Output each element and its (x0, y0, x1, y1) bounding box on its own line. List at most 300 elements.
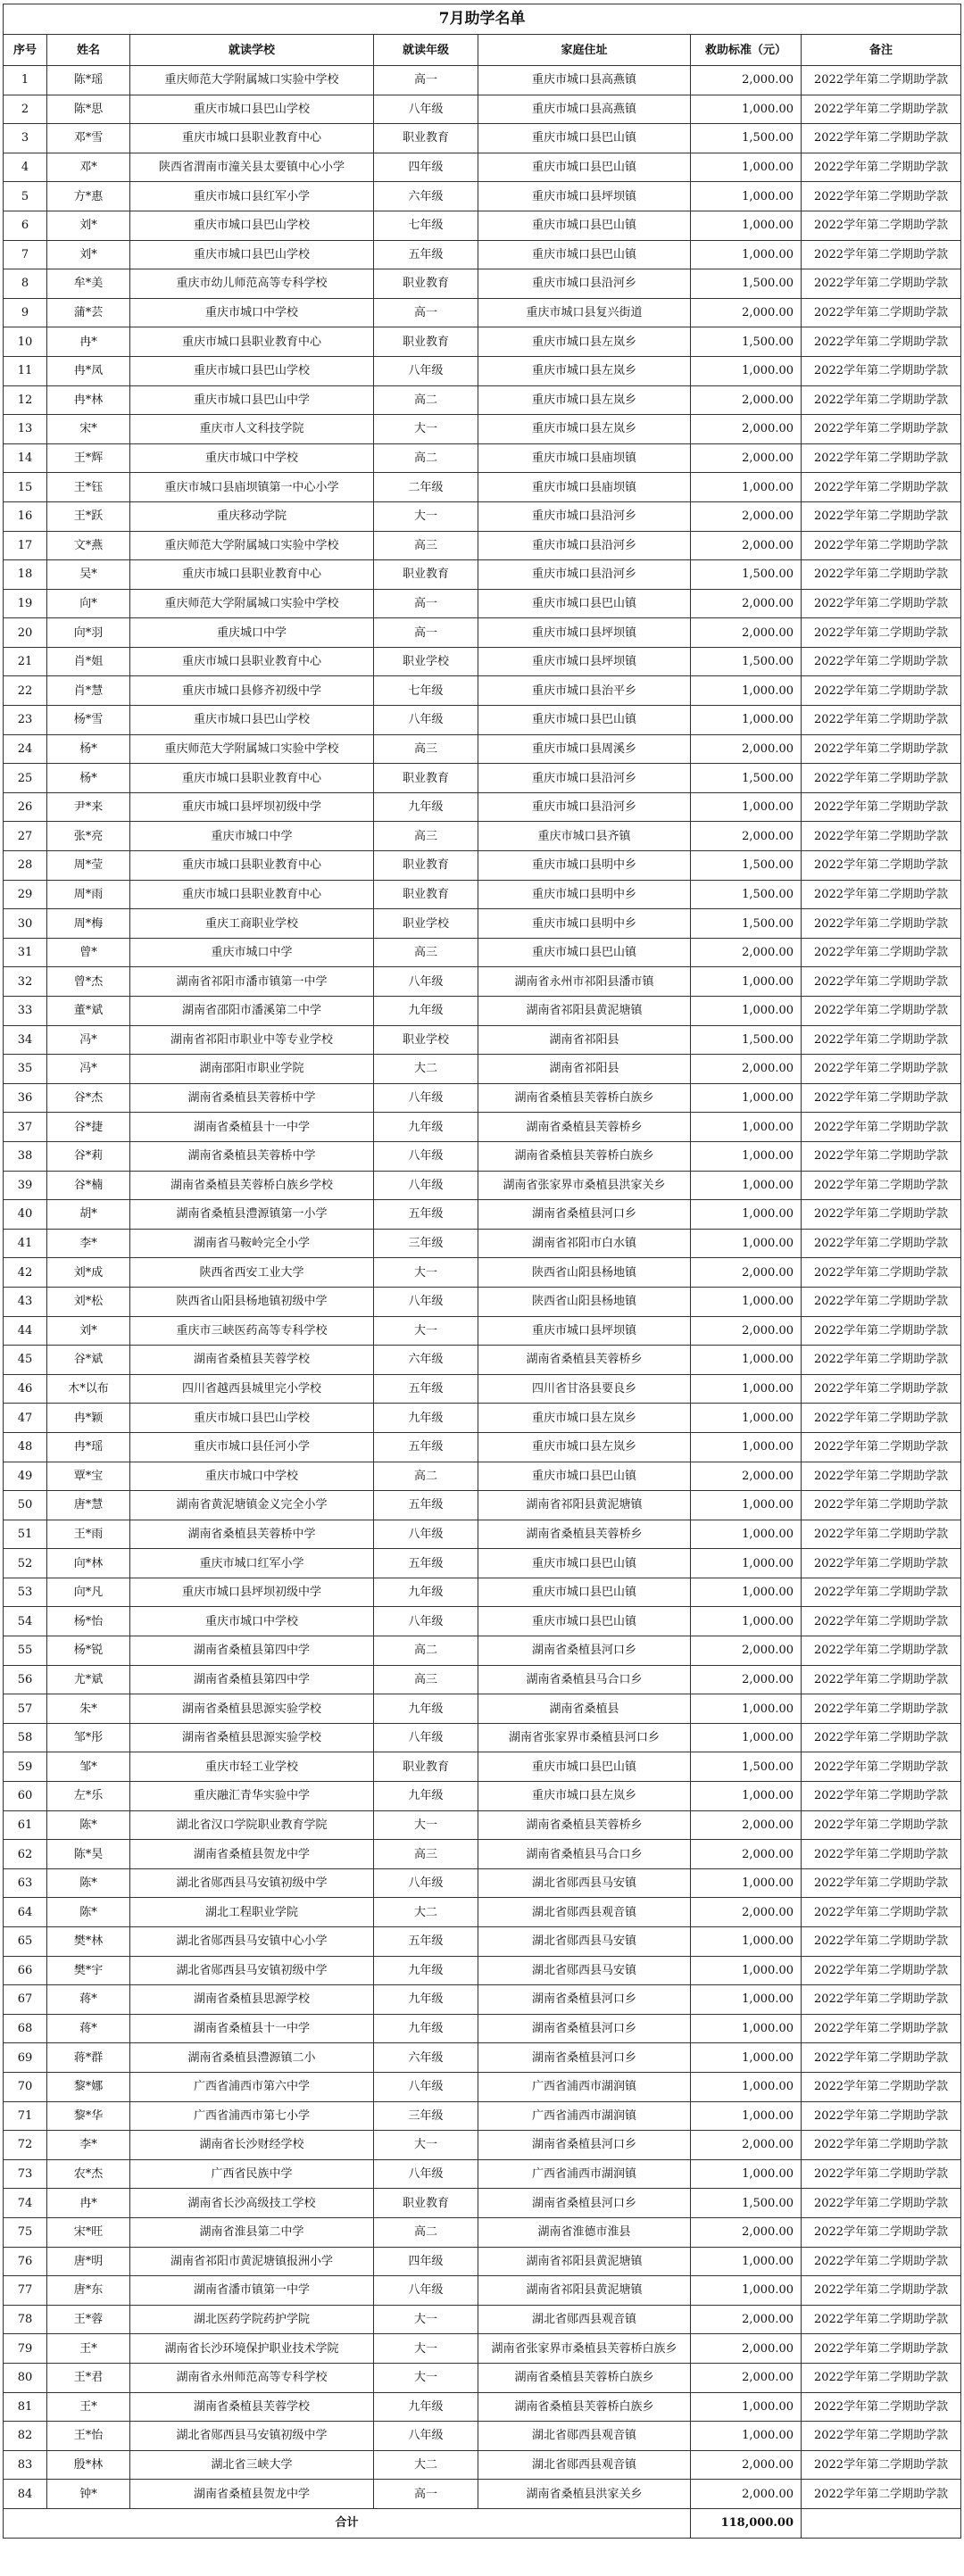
row-index: 40 (4, 1200, 47, 1230)
student-name: 刘* (47, 240, 130, 269)
aid-amount: 1,000.00 (691, 1985, 802, 2015)
grade: 八年级 (374, 356, 478, 385)
table-row (4, 880, 961, 909)
row-index: 68 (4, 2014, 47, 2043)
home-address: 重庆市城口县巴山镇 (478, 124, 691, 153)
remark: 2022学年第二学期助学款 (802, 1840, 961, 1869)
row-index: 33 (4, 997, 47, 1026)
student-name: 王*雨 (47, 1520, 130, 1549)
grade: 高一 (374, 618, 478, 648)
table-row (4, 1782, 961, 1811)
home-address: 湖南省桑植县河口乡 (478, 2014, 691, 2043)
grade: 五年级 (374, 1549, 478, 1578)
student-name: 蒲*芸 (47, 298, 130, 327)
aid-amount: 2,000.00 (691, 415, 802, 444)
aid-amount: 2,000.00 (691, 822, 802, 851)
row-index: 84 (4, 2480, 47, 2509)
grade: 大一 (374, 1316, 478, 1346)
aid-amount: 2,000.00 (691, 1810, 802, 1840)
school-name: 广西省浦西市第六中学 (130, 2072, 374, 2101)
student-name: 肖*姐 (47, 647, 130, 676)
remark: 2022学年第二学期助学款 (802, 211, 961, 240)
school-name: 陕西省渭南市潼关县太要镇中心小学 (130, 153, 374, 182)
aid-amount: 2,000.00 (691, 1636, 802, 1666)
student-name: 陈* (47, 1868, 130, 1898)
remark: 2022学年第二学期助学款 (802, 967, 961, 997)
table-row (4, 531, 961, 560)
school-name: 重庆市城口县巴山学校 (130, 706, 374, 735)
table-row (4, 501, 961, 531)
grade: 职业教育 (374, 560, 478, 590)
student-name: 木*以布 (47, 1374, 130, 1404)
home-address: 湖北省郧西县观音镇 (478, 2422, 691, 2451)
grade: 大一 (374, 1810, 478, 1840)
remark: 2022学年第二学期助学款 (802, 2392, 961, 2422)
row-index: 9 (4, 298, 47, 327)
table-row (4, 1840, 961, 1869)
row-index: 1 (4, 66, 47, 95)
aid-amount: 2,000.00 (691, 2334, 802, 2364)
grade: 九年级 (374, 1113, 478, 1142)
remark: 2022学年第二学期助学款 (802, 2276, 961, 2306)
student-name: 邓*雪 (47, 124, 130, 153)
table-row (4, 1374, 961, 1404)
table-row (4, 1520, 961, 1549)
aid-amount: 1,000.00 (691, 1578, 802, 1607)
school-name: 湖北省郧西县马安镇中心小学 (130, 1927, 374, 1957)
student-name: 王*怡 (47, 2422, 130, 2451)
row-index: 21 (4, 647, 47, 676)
aid-amount: 1,500.00 (691, 2189, 802, 2218)
grade: 九年级 (374, 1578, 478, 1607)
school-name: 重庆市城口中学校 (130, 1462, 374, 1491)
aid-amount: 2,000.00 (691, 589, 802, 618)
grade: 五年级 (374, 240, 478, 269)
table-row (4, 2276, 961, 2306)
header-remark: 备注 (802, 35, 961, 66)
row-index: 7 (4, 240, 47, 269)
grade: 职业学校 (374, 647, 478, 676)
student-name: 蒋* (47, 1985, 130, 2015)
home-address: 重庆市城口县齐镇 (478, 822, 691, 851)
school-name: 湖南省桑植县芙蓉桥中学 (130, 1520, 374, 1549)
row-index: 71 (4, 2101, 47, 2131)
school-name: 重庆市城口县职业教育中心 (130, 851, 374, 881)
aid-amount: 2,000.00 (691, 531, 802, 560)
row-index: 41 (4, 1229, 47, 1258)
row-index: 30 (4, 909, 47, 939)
aid-amount: 1,000.00 (691, 1956, 802, 1985)
remark: 2022学年第二学期助学款 (802, 1927, 961, 1957)
row-index: 51 (4, 1520, 47, 1549)
row-index: 62 (4, 1840, 47, 1869)
school-name: 重庆市人文科技学院 (130, 415, 374, 444)
aid-amount: 1,500.00 (691, 647, 802, 676)
table-row (4, 2014, 961, 2043)
grade: 高三 (374, 938, 478, 967)
grade: 八年级 (374, 1723, 478, 1752)
remark: 2022学年第二学期助学款 (802, 1491, 961, 1520)
grade: 高二 (374, 443, 478, 473)
student-name: 宋* (47, 415, 130, 444)
row-index: 61 (4, 1810, 47, 1840)
aid-amount: 1,000.00 (691, 1141, 802, 1171)
remark: 2022学年第二学期助学款 (802, 2159, 961, 2189)
home-address: 湖南省桑植县河口乡 (478, 1985, 691, 2015)
row-index: 67 (4, 1985, 47, 2015)
grade: 高一 (374, 66, 478, 95)
student-name: 陈*昊 (47, 1840, 130, 1869)
student-name: 殷*林 (47, 2450, 130, 2480)
aid-amount: 1,500.00 (691, 764, 802, 793)
aid-list-table (3, 4, 961, 2539)
aid-amount: 2,000.00 (691, 2480, 802, 2509)
table-row (4, 2247, 961, 2276)
school-name: 重庆市幼儿师范高等专科学校 (130, 269, 374, 299)
school-name: 重庆市城口县巴山学校 (130, 240, 374, 269)
remark: 2022学年第二学期助学款 (802, 1229, 961, 1258)
school-name: 湖南省桑植县芙蓉桥白族乡学校 (130, 1171, 374, 1200)
grade: 九年级 (374, 1694, 478, 1724)
home-address: 湖南省永州市祁阳县潘市镇 (478, 967, 691, 997)
school-name: 湖南邵阳市职业学院 (130, 1055, 374, 1084)
grade: 八年级 (374, 1520, 478, 1549)
home-address: 重庆市城口县复兴街道 (478, 298, 691, 327)
aid-amount: 2,000.00 (691, 2305, 802, 2334)
school-name: 湖南省桑植县十一中学 (130, 1113, 374, 1142)
remark: 2022学年第二学期助学款 (802, 851, 961, 881)
grade: 五年级 (374, 1374, 478, 1404)
table-row (4, 1752, 961, 1782)
grade: 职业教育 (374, 269, 478, 299)
grade: 六年级 (374, 2043, 478, 2073)
student-name: 王*君 (47, 2363, 130, 2392)
aid-amount: 1,000.00 (691, 1374, 802, 1404)
home-address: 湖南省桑植县 (478, 1694, 691, 1724)
remark: 2022学年第二学期助学款 (802, 1985, 961, 2015)
aid-amount: 2,000.00 (691, 1055, 802, 1084)
grade: 大一 (374, 1258, 478, 1288)
home-address: 湖南省桑植县芙蓉桥白族乡 (478, 2392, 691, 2422)
table-row (4, 560, 961, 590)
table-row (4, 1898, 961, 1927)
school-name: 湖北省郧西县马安镇初级中学 (130, 2422, 374, 2451)
student-name: 冉*林 (47, 385, 130, 415)
row-index: 76 (4, 2247, 47, 2276)
home-address: 重庆市城口县沿河乡 (478, 560, 691, 590)
grade: 八年级 (374, 967, 478, 997)
aid-amount: 1,000.00 (691, 1520, 802, 1549)
student-name: 左*乐 (47, 1782, 130, 1811)
row-index: 35 (4, 1055, 47, 1084)
school-name: 重庆市城口县红军小学 (130, 182, 374, 211)
aid-amount: 1,000.00 (691, 2247, 802, 2276)
row-index: 28 (4, 851, 47, 881)
row-index: 36 (4, 1083, 47, 1113)
aid-amount: 2,000.00 (691, 501, 802, 531)
table-row (4, 327, 961, 357)
home-address: 重庆市城口县庙坝镇 (478, 443, 691, 473)
home-address: 湖南省桑植县洪家关乡 (478, 2480, 691, 2509)
remark: 2022学年第二学期助学款 (802, 1200, 961, 1230)
grade: 大二 (374, 2450, 478, 2480)
remark: 2022学年第二学期助学款 (802, 1549, 961, 1578)
remark: 2022学年第二学期助学款 (802, 909, 961, 939)
home-address: 重庆市城口县巴山镇 (478, 1752, 691, 1782)
aid-amount: 1,000.00 (691, 1171, 802, 1200)
grade: 六年级 (374, 1346, 478, 1375)
remark: 2022学年第二学期助学款 (802, 1607, 961, 1636)
row-index: 23 (4, 706, 47, 735)
home-address: 重庆市城口县高燕镇 (478, 95, 691, 124)
table-row (4, 2392, 961, 2422)
table-row (4, 2043, 961, 2073)
home-address: 重庆市城口县左岚乡 (478, 356, 691, 385)
aid-amount: 2,000.00 (691, 443, 802, 473)
school-name: 重庆师范大学附属城口实验中学校 (130, 66, 374, 95)
sheet-title: 7月助学名单 (4, 4, 961, 35)
grade: 八年级 (374, 1083, 478, 1113)
remark: 2022学年第二学期助学款 (802, 1171, 961, 1200)
table-row (4, 618, 961, 648)
home-address: 陕西省山阳县杨地镇 (478, 1287, 691, 1316)
table-row (4, 647, 961, 676)
row-index: 5 (4, 182, 47, 211)
remark: 2022学年第二学期助学款 (802, 880, 961, 909)
home-address: 湖南省祁阳县黄泥塘镇 (478, 2247, 691, 2276)
grade: 八年级 (374, 2422, 478, 2451)
row-index: 2 (4, 95, 47, 124)
table-row (4, 2363, 961, 2392)
table-row (4, 66, 961, 95)
remark: 2022学年第二学期助学款 (802, 1025, 961, 1055)
table-row (4, 124, 961, 153)
table-row (4, 153, 961, 182)
school-name: 重庆市城口县职业教育中心 (130, 560, 374, 590)
table-row (4, 1985, 961, 2015)
aid-amount: 2,000.00 (691, 2131, 802, 2160)
home-address: 重庆市城口县明中乡 (478, 851, 691, 881)
grade: 八年级 (374, 1171, 478, 1200)
student-name: 樊*宇 (47, 1956, 130, 1985)
home-address: 重庆市城口县巴山镇 (478, 1549, 691, 1578)
remark: 2022学年第二学期助学款 (802, 997, 961, 1026)
aid-amount: 1,500.00 (691, 880, 802, 909)
home-address: 广西省浦西市湖润镇 (478, 2101, 691, 2131)
table-row (4, 1200, 961, 1230)
table-row (4, 2101, 961, 2131)
student-name: 朱* (47, 1694, 130, 1724)
aid-amount: 2,000.00 (691, 66, 802, 95)
school-name: 重庆市城口县职业教育中心 (130, 764, 374, 793)
table-row (4, 415, 961, 444)
aid-amount: 1,000.00 (691, 1432, 802, 1462)
remark: 2022学年第二学期助学款 (802, 501, 961, 531)
student-name: 钟* (47, 2480, 130, 2509)
remark: 2022学年第二学期助学款 (802, 2014, 961, 2043)
aid-amount: 1,000.00 (691, 1694, 802, 1724)
grade: 五年级 (374, 1927, 478, 1957)
home-address: 重庆市城口县坪坝镇 (478, 647, 691, 676)
home-address: 重庆市城口县巴山镇 (478, 211, 691, 240)
table-row (4, 1636, 961, 1666)
aid-amount: 1,000.00 (691, 2422, 802, 2451)
school-name: 湖南省桑植县芙蓉桥中学 (130, 1083, 374, 1113)
grade: 高一 (374, 589, 478, 618)
home-address: 重庆市城口县左岚乡 (478, 415, 691, 444)
home-address: 广西省浦西市湖润镇 (478, 2159, 691, 2189)
school-name: 湖南省潘市镇第一中学 (130, 2276, 374, 2306)
table-row (4, 1141, 961, 1171)
home-address: 湖南省祁阳县黄泥塘镇 (478, 1491, 691, 1520)
home-address: 重庆市城口县巴山镇 (478, 706, 691, 735)
remark: 2022学年第二学期助学款 (802, 764, 961, 793)
student-name: 曾*杰 (47, 967, 130, 997)
row-index: 4 (4, 153, 47, 182)
remark: 2022学年第二学期助学款 (802, 95, 961, 124)
home-address: 重庆市城口县左岚乡 (478, 1432, 691, 1462)
home-address: 湖北省郧西县马安镇 (478, 1868, 691, 1898)
grade: 高三 (374, 734, 478, 764)
aid-amount: 1,000.00 (691, 2101, 802, 2131)
table-row (4, 443, 961, 473)
school-name: 重庆师范大学附属城口实验中学校 (130, 531, 374, 560)
student-name: 李* (47, 1229, 130, 1258)
home-address: 重庆市城口县坪坝镇 (478, 182, 691, 211)
home-address: 重庆市城口县明中乡 (478, 880, 691, 909)
school-name: 重庆市城口中学校 (130, 298, 374, 327)
row-index: 34 (4, 1025, 47, 1055)
grade: 职业学校 (374, 1025, 478, 1055)
remark: 2022学年第二学期助学款 (802, 473, 961, 502)
remark: 2022学年第二学期助学款 (802, 938, 961, 967)
table-row (4, 2189, 961, 2218)
grade: 大二 (374, 1898, 478, 1927)
home-address: 湖南省桑植县芙蓉桥白族乡 (478, 1083, 691, 1113)
remark: 2022学年第二学期助学款 (802, 2072, 961, 2101)
school-name: 广西省浦西市第七小学 (130, 2101, 374, 2131)
table-row (4, 356, 961, 385)
school-name: 重庆师范大学附属城口实验中学校 (130, 734, 374, 764)
home-address: 重庆市城口县巴山镇 (478, 153, 691, 182)
row-index: 80 (4, 2363, 47, 2392)
aid-amount: 1,000.00 (691, 1868, 802, 1898)
row-index: 81 (4, 2392, 47, 2422)
remark: 2022学年第二学期助学款 (802, 706, 961, 735)
grade: 七年级 (374, 211, 478, 240)
home-address: 湖南省祁阳县黄泥塘镇 (478, 997, 691, 1026)
row-index: 18 (4, 560, 47, 590)
home-address: 重庆市城口县巴山镇 (478, 1462, 691, 1491)
home-address: 重庆市城口县左岚乡 (478, 385, 691, 415)
remark: 2022学年第二学期助学款 (802, 240, 961, 269)
table-row (4, 1578, 961, 1607)
table-row (4, 2480, 961, 2509)
remark: 2022学年第二学期助学款 (802, 2450, 961, 2480)
student-name: 谷*捷 (47, 1113, 130, 1142)
home-address: 重庆市城口县巴山镇 (478, 1607, 691, 1636)
school-name: 重庆市城口中学校 (130, 443, 374, 473)
student-name: 陈*思 (47, 95, 130, 124)
row-index: 65 (4, 1927, 47, 1957)
aid-amount: 2,000.00 (691, 1462, 802, 1491)
aid-amount: 1,500.00 (691, 124, 802, 153)
row-index: 22 (4, 676, 47, 706)
school-name: 湖北省汉口学院职业教育学院 (130, 1810, 374, 1840)
row-index: 45 (4, 1346, 47, 1375)
remark: 2022学年第二学期助学款 (802, 2101, 961, 2131)
home-address: 重庆市城口县巴山镇 (478, 1578, 691, 1607)
remark: 2022学年第二学期助学款 (802, 734, 961, 764)
aid-amount: 1,000.00 (691, 211, 802, 240)
row-index: 11 (4, 356, 47, 385)
student-name: 谷*杰 (47, 1083, 130, 1113)
student-name: 冉*颖 (47, 1404, 130, 1433)
home-address: 湖北省郧西县观音镇 (478, 1898, 691, 1927)
school-name: 湖南省邵阳市潘溪第二中学 (130, 997, 374, 1026)
grade: 五年级 (374, 1491, 478, 1520)
home-address: 重庆市城口县坪坝镇 (478, 618, 691, 648)
table-row (4, 240, 961, 269)
home-address: 重庆市城口县沿河乡 (478, 501, 691, 531)
row-index: 10 (4, 327, 47, 357)
grade: 高二 (374, 385, 478, 415)
table-row (4, 1113, 961, 1142)
aid-amount: 2,000.00 (691, 2450, 802, 2480)
aid-amount: 1,500.00 (691, 1025, 802, 1055)
school-name: 湖南省长沙环境保护职业技术学院 (130, 2334, 374, 2364)
table-row (4, 676, 961, 706)
table-row (4, 1258, 961, 1288)
row-index: 16 (4, 501, 47, 531)
table-row (4, 211, 961, 240)
header-grade: 就读年级 (374, 35, 478, 66)
row-index: 38 (4, 1141, 47, 1171)
school-name: 湖南省桑植县思源实验学校 (130, 1723, 374, 1752)
school-name: 湖南省桑植县思源学校 (130, 1985, 374, 2015)
home-address: 湖南省张家界市桑植县洪家关乡 (478, 1171, 691, 1200)
student-name: 杨* (47, 734, 130, 764)
student-name: 谷*楠 (47, 1171, 130, 1200)
grade: 五年级 (374, 1432, 478, 1462)
grade: 七年级 (374, 676, 478, 706)
table-row (4, 298, 961, 327)
home-address: 湖南省桑植县马合口乡 (478, 1840, 691, 1869)
student-name: 张*亮 (47, 822, 130, 851)
remark: 2022学年第二学期助学款 (802, 385, 961, 415)
school-name: 重庆市城口县巴山学校 (130, 95, 374, 124)
aid-amount: 1,000.00 (691, 1927, 802, 1957)
remark: 2022学年第二学期助学款 (802, 66, 961, 95)
grade: 职业教育 (374, 1752, 478, 1782)
row-index: 42 (4, 1258, 47, 1288)
student-name: 冉*凤 (47, 356, 130, 385)
table-row (4, 764, 961, 793)
row-index: 24 (4, 734, 47, 764)
school-name: 重庆市城口县坪坝初级中学 (130, 1578, 374, 1607)
remark: 2022学年第二学期助学款 (802, 2247, 961, 2276)
table-row (4, 589, 961, 618)
row-index: 44 (4, 1316, 47, 1346)
remark: 2022学年第二学期助学款 (802, 618, 961, 648)
aid-amount: 2,000.00 (691, 1665, 802, 1694)
table-row (4, 1927, 961, 1957)
grade: 职业教育 (374, 327, 478, 357)
grade: 八年级 (374, 1607, 478, 1636)
school-name: 重庆市城口县巴山学校 (130, 356, 374, 385)
aid-amount: 1,000.00 (691, 1083, 802, 1113)
grade: 大一 (374, 2334, 478, 2364)
